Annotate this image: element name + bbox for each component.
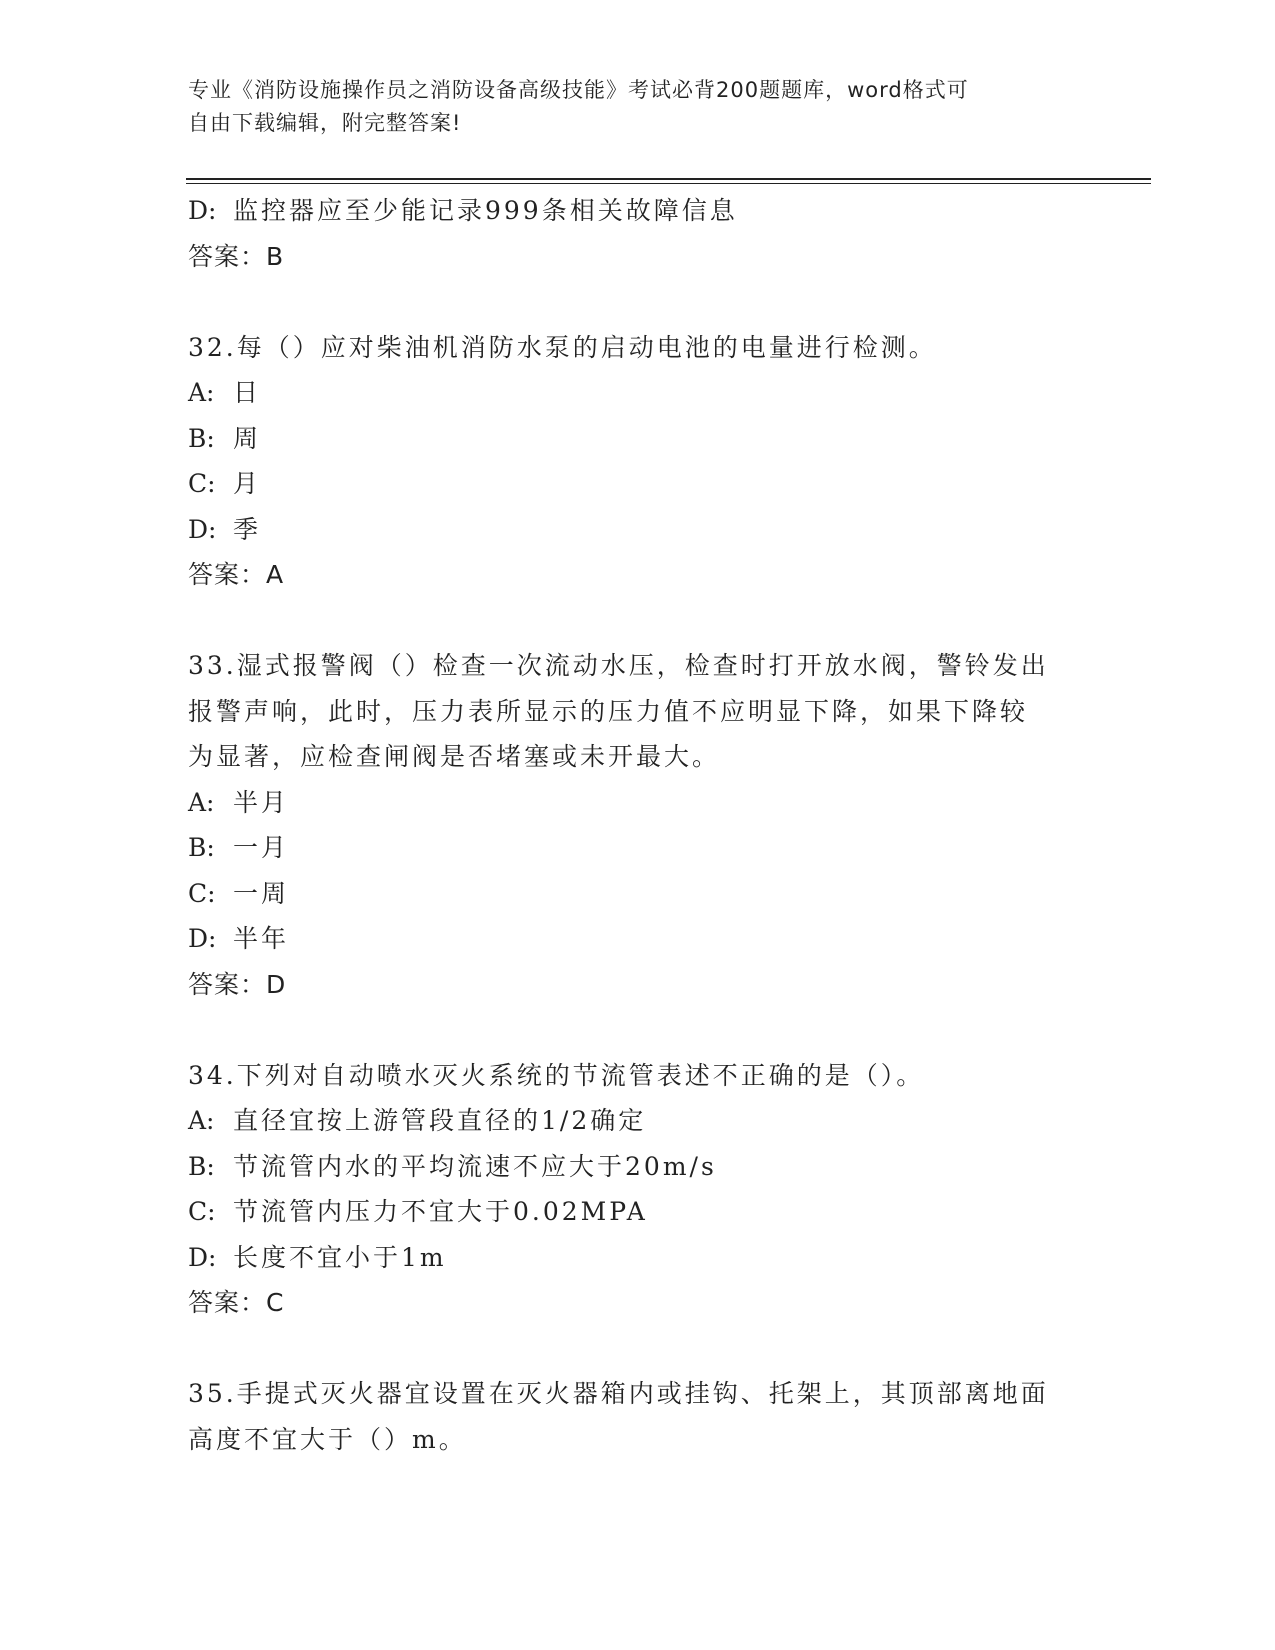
option-b xyxy=(188,1144,1088,1190)
option-key: A: xyxy=(188,787,215,817)
question-stem: 35.手提式灭火器宜设置在灭火器箱内或挂钩、托架上，其顶部离地面 xyxy=(188,1379,1049,1408)
document-header xyxy=(188,74,1088,140)
question-stem: 33.湿式报警阀（）检查一次流动水压，检查时打开放水阀，警铃发出 xyxy=(188,651,1049,680)
header-divider-thin xyxy=(186,183,1151,184)
question-stem: 32.每（）应对柴油机消防水泵的启动电池的电量进行检测。 xyxy=(188,332,937,362)
option-key: C: xyxy=(188,469,216,498)
question-31-tail xyxy=(188,188,1088,279)
option-key: A: xyxy=(188,1106,215,1135)
option-key: D: xyxy=(188,924,217,953)
option-key: B: xyxy=(188,833,215,862)
option-d xyxy=(188,188,1088,234)
option-text: 季 xyxy=(233,514,262,544)
option-text: 监控器应至少能记录999条相关故障信息 xyxy=(233,196,738,225)
option-a xyxy=(188,370,1088,416)
option-text: 长度不宜小于1m xyxy=(233,1242,447,1272)
option-text: 半月 xyxy=(233,787,290,817)
option-text: 周 xyxy=(233,423,262,453)
header-divider-thick xyxy=(186,178,1151,180)
option-key: D: xyxy=(188,514,217,544)
header-line-2: 自由下载编辑，附完整答案! xyxy=(188,111,462,135)
option-text: 半年 xyxy=(233,924,290,953)
option-key: C: xyxy=(188,1197,216,1226)
question-stem: 高度不宜大于（）m。 xyxy=(188,1424,467,1454)
header-line-1: 专业《消防设施操作员之消防设备高级技能》考试必背200题题库，word格式可 xyxy=(188,78,969,102)
answer-line: 答案：C xyxy=(188,1288,285,1317)
question-stem: 34.下列对自动喷水灭火系统的节流管表述不正确的是（）。 xyxy=(188,1060,925,1090)
option-b xyxy=(188,416,1088,462)
option-text: 直径宜按上游管段直径的1/2确定 xyxy=(233,1106,647,1135)
option-key: C: xyxy=(188,878,216,908)
option-text: 节流管内水的平均流速不应大于20m/s xyxy=(233,1151,717,1181)
option-a xyxy=(188,1098,1088,1144)
question-stem: 报警声响，此时，压力表所显示的压力值不应明显下降，如果下降较 xyxy=(188,696,1029,726)
option-a xyxy=(188,780,1088,826)
question-33 xyxy=(188,643,1088,1007)
answer-line: 答案：B xyxy=(188,241,285,271)
option-text: 月 xyxy=(233,469,262,498)
spacer xyxy=(188,1007,1088,1053)
document-body xyxy=(188,188,1088,1462)
option-key: D: xyxy=(188,196,217,225)
option-b xyxy=(188,825,1088,871)
option-key: D: xyxy=(188,1242,217,1272)
option-d xyxy=(188,1235,1088,1281)
option-text: 节流管内压力不宜大于0.02MPA xyxy=(233,1197,648,1226)
option-c xyxy=(188,461,1088,507)
option-key: B: xyxy=(188,423,215,453)
question-34 xyxy=(188,1053,1088,1326)
option-d xyxy=(188,507,1088,553)
question-stem: 为显著，应检查闸阀是否堵塞或未开最大。 xyxy=(188,742,721,771)
question-35 xyxy=(188,1371,1088,1462)
spacer xyxy=(188,279,1088,325)
option-d xyxy=(188,916,1088,962)
option-key: B: xyxy=(188,1151,215,1181)
answer-line: 答案：D xyxy=(188,969,287,999)
option-c xyxy=(188,1189,1088,1235)
answer-line: 答案：A xyxy=(188,560,285,589)
option-key: A: xyxy=(188,378,215,407)
spacer xyxy=(188,598,1088,644)
option-text: 一周 xyxy=(233,878,290,908)
option-text: 日 xyxy=(233,378,262,407)
spacer xyxy=(188,1326,1088,1372)
question-32 xyxy=(188,325,1088,598)
option-c xyxy=(188,871,1088,917)
option-text: 一月 xyxy=(233,833,290,862)
